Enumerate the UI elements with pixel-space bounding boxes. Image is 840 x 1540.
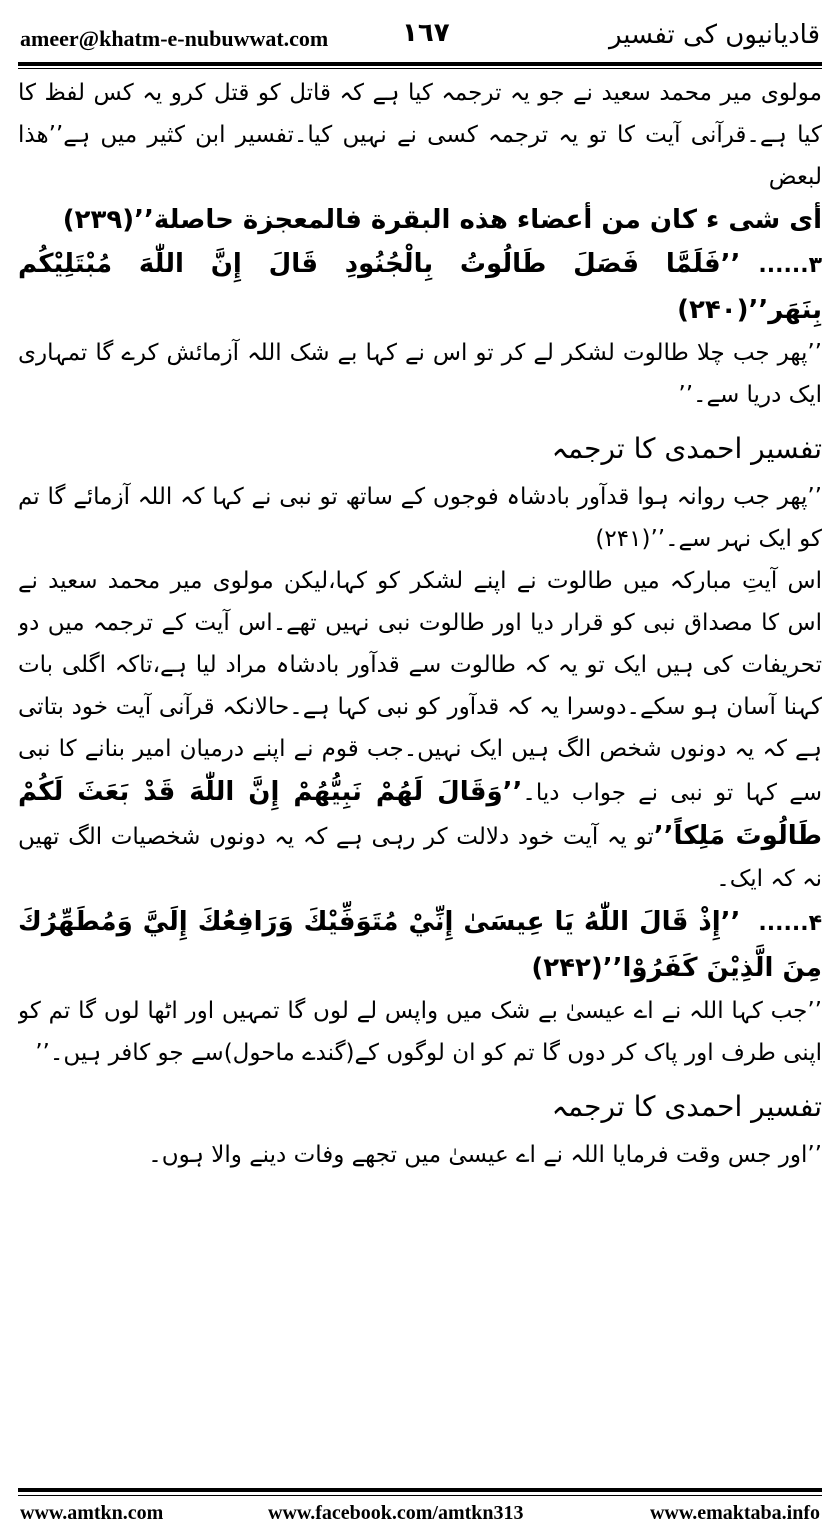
- page-footer: [20, 1502, 820, 1532]
- tafsir-translation-2: ’’اور جس وقت فرمایا اللہ نے اے عیسیٰ میں تجھے وفات دینے والا ہوں۔: [148, 1142, 822, 1168]
- discussion-arabic: ’’وَقَالَ لَهُمْ نَبِيُّهُمْ إِنَّ اللّٰهَ قَدْ بَعَثَ لَكُمْ طَالُوتَ مَلِكاً’’: [18, 777, 822, 851]
- header-rule-thin: [18, 68, 822, 69]
- tafsir-translation-1: ’’پھر جب روانہ ہوا قدآور بادشاہ فوجوں کے ساتھ تو نبی نے کہا کہ اللہ آزمائے گا تم کو ایک نہر سے۔’’(۲۴۱): [18, 484, 822, 552]
- item-4-arabic: ’’إِذْ قَالَ اللّٰهُ يَا عِيسَىٰ إِنِّيْ مُتَوَفِّيْكَ وَرَافِعُكَ إِلَيَّ وَمُطَهِّرُكَ مِنَ الَّذِيْنَ كَفَرُوْا’’(۲۴۲): [18, 907, 822, 983]
- item-4-number: ۴......: [758, 911, 822, 936]
- header-email: ameer@khatm-e-nubuwwat.com: [20, 26, 329, 51]
- footer-rule: [18, 1488, 822, 1492]
- section-heading-1: تفسیر احمدی کا ترجمہ: [551, 432, 822, 465]
- discussion-paragraph: [18, 560, 822, 900]
- header-rule: [18, 62, 822, 66]
- item-4-verse: [18, 900, 822, 990]
- page-header: [20, 18, 820, 58]
- item-3-verse: [18, 242, 822, 332]
- item-3-number: ۳......: [758, 253, 822, 278]
- section-heading-2: تفسیر احمدی کا ترجمہ: [551, 1090, 822, 1123]
- footer-link-emaktaba[interactable]: www.emaktaba.info: [649, 1502, 820, 1524]
- paragraph-1-arabic: أی شی ء کان من أعضاء هذه البقرة فالمعجزة حاصلة’’(۲۳۹): [62, 205, 822, 235]
- footer-link-amtkn[interactable]: www.amtkn.com: [20, 1502, 164, 1524]
- book-title: قادیانیوں کی تفسیر: [608, 20, 820, 50]
- item-3-translation: ’’پھر جب چلا طالوت لشکر لے کر تو اس نے کہا بے شک اللہ آزمائش کرے گا تمہاری ایک دریا سے۔’’: [18, 340, 822, 408]
- paragraph-1: مولوی میر محمد سعید نے جو یہ ترجمہ کیا ہے کہ قاتل کو قتل کرو یہ کس لفظ کا کیا ہے۔قرآنی آیت کا تو یہ ترجمہ کسی نے نہیں کیا۔تفسیر ابن کثیر میں ہے’’ھذا لبعض: [18, 80, 822, 190]
- item-3-arabic: ’’فَلَمَّا فَصَلَ طَالُوتُ بِالْجُنُودِ قَالَ إِنَّ اللّٰهَ مُبْتَلِيْكُم بِنَهَر’’(۲۴۰): [18, 249, 822, 325]
- footer-rule-thin: [18, 1495, 822, 1496]
- item-4-translation: ’’جب کہا اللہ نے اے عیسیٰ بے شک میں واپس لے لوں گا تمہیں اور اٹھا لوں گا تم کو اپنی طرف اور پاک کر دوں گا تم کو ان لوگوں کے(گندے ماحول)سے جو کافر ہیں۔’’: [18, 998, 822, 1066]
- footer-link-facebook[interactable]: www.facebook.com/amtkn313: [268, 1502, 524, 1524]
- page-number: ۱٦۷: [402, 18, 450, 48]
- page-body: [18, 72, 822, 1484]
- discussion-end: تو یہ آیت خود دلالت کر رہی ہے کہ یہ دونوں شخصیات الگ تھیں نہ کہ ایک۔: [18, 824, 822, 892]
- discussion-text: اس آیتِ مبارکہ میں طالوت نے اپنے لشکر کو کہا،لیکن مولوی میر محمد سعید نے اس کا مصداق نبی کو قرار دیا اور طالوت نبی نہیں تھے۔اس آیت کے ترجمہ میں دو تحریفات کی ہیں ایک تو یہ کہ طالوت سے قدآور بادشاہ مراد لیا ہے،تاکہ اگلی بات کہنا آسان ہو سکے۔دوسرا یہ کہ قدآور کو نبی کہا ہے۔حالانکہ قرآنی آیت خود بتاتی ہے کہ یہ دونوں شخص الگ ہیں ایک نہیں۔جب قوم نے اپنے درمیان امیر بنانے کا نبی سے کہا تو نبی نے جواب دیا۔: [18, 568, 822, 806]
